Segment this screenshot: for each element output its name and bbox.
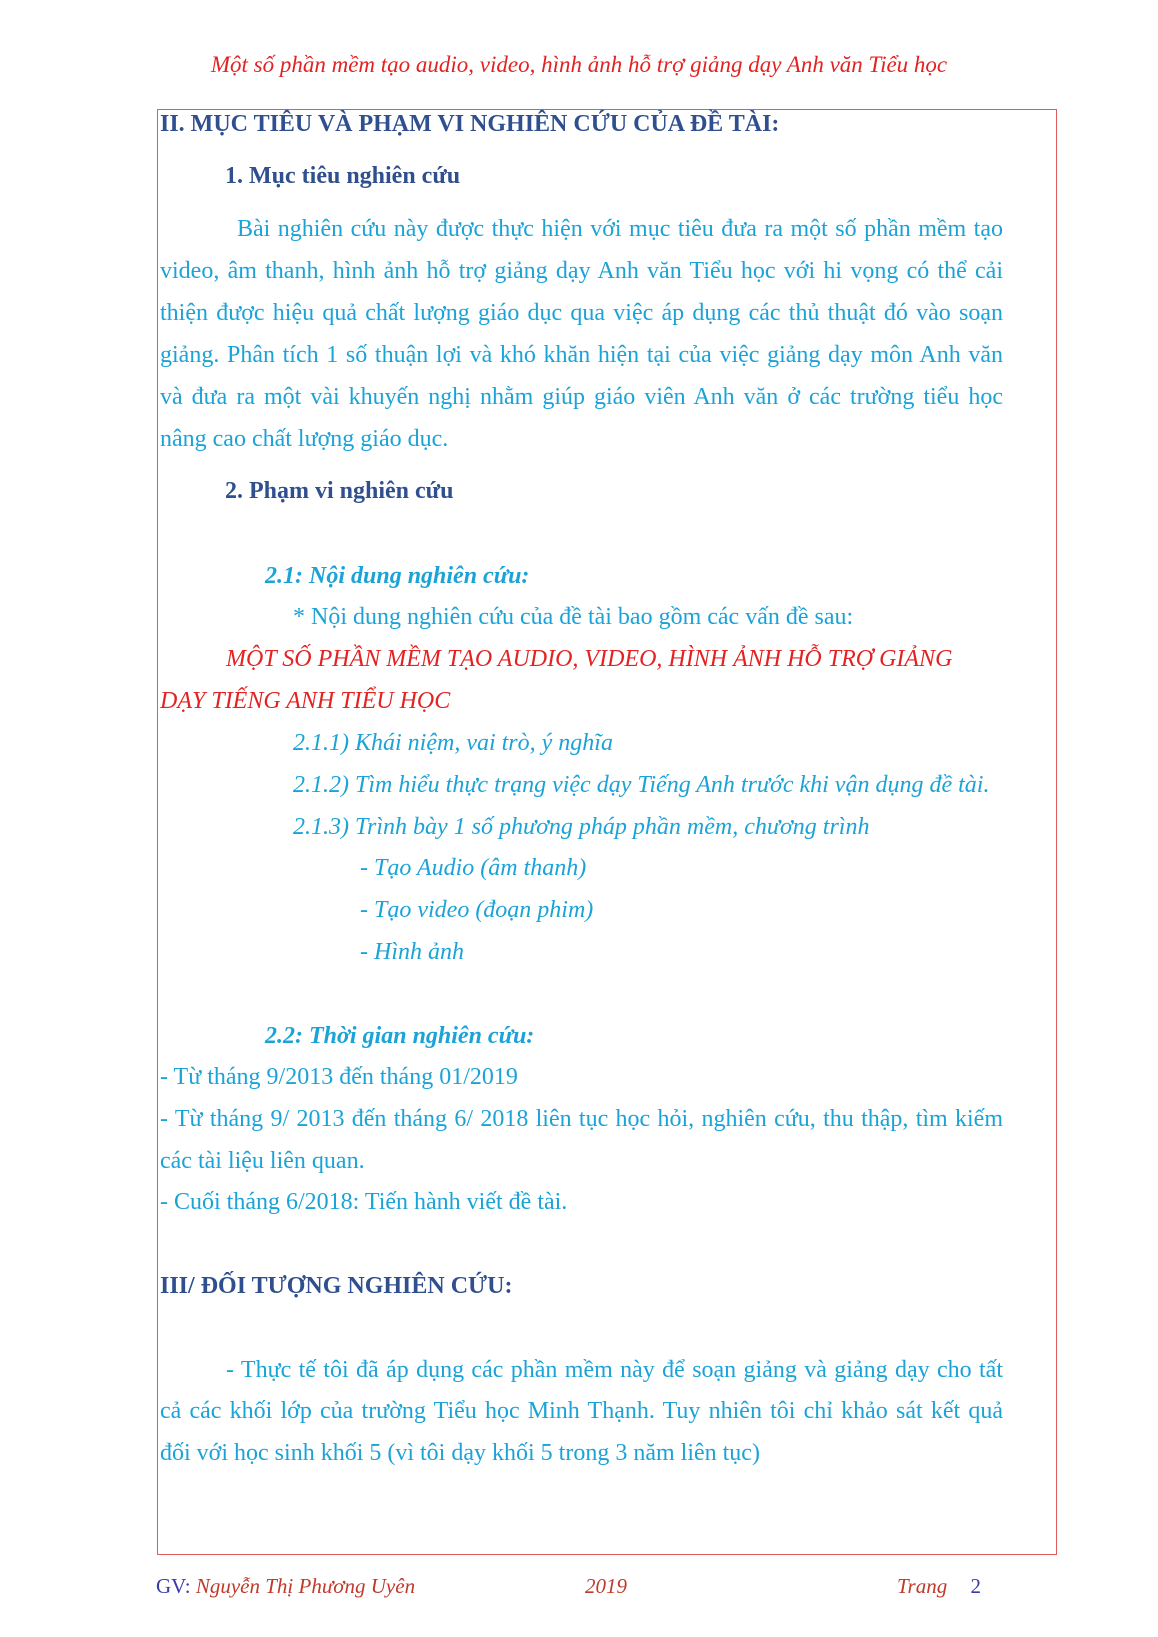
subheading-time: 2.2: Thời gian nghiên cứu:	[265, 1023, 535, 1049]
topic-title-line: DẠY TIẾNG ANH TIỂU HỌC	[160, 688, 451, 714]
time-line: - Cuối tháng 6/2018: Tiến hành viết đề tài.	[160, 1189, 568, 1215]
paragraph-line: đối với học sinh khối 5 (vì tôi dạy khối 5 trong 3 năm liên tục)	[160, 1440, 760, 1466]
paragraph-line: nâng cao chất lượng giáo dục.	[160, 426, 449, 452]
footer-page-number: 2	[970, 1574, 981, 1598]
time-line: - Từ tháng 9/ 2013 đến tháng 6/ 2018 liên tục học hỏi, nghiên cứu, thu thập, tìm kiếm	[160, 1106, 1003, 1132]
footer-gv-label: GV:	[156, 1574, 191, 1598]
paragraph-line: - Thực tế tôi đã áp dụng các phần mềm này để soạn giảng và giảng dạy cho tất	[226, 1357, 1003, 1383]
paragraph-line: thiện được hiệu quả chất lượng giáo dục qua việc áp dụng các thủ thuật đó vào soạn	[160, 300, 1003, 326]
paragraph-line: cả các khối lớp của trường Tiểu học Minh Thạnh. Tuy nhiên tôi chỉ khảo sát kết quả	[160, 1398, 1003, 1424]
content-item: 2.1.1) Khái niệm, vai trò, ý nghĩa	[293, 730, 613, 756]
topic-title-line: MỘT SỐ PHẦN MỀM TẠO AUDIO, VIDEO, HÌNH ẢNH HỖ TRỢ GIẢNG	[226, 646, 953, 672]
page-header-title: Một số phần mềm tạo audio, video, hình ảnh hỗ trợ giảng dạy Anh văn Tiểu học	[210, 52, 948, 77]
footer-author	[156, 1574, 415, 1599]
subheading-objectives: 1. Mục tiêu nghiên cứu	[225, 163, 461, 189]
footer-author-name: Nguyễn Thị Phương Uyên	[195, 1574, 416, 1598]
time-line: - Từ tháng 9/2013 đến tháng 01/2019	[160, 1064, 518, 1090]
subheading-content: 2.1: Nội dung nghiên cứu:	[265, 563, 530, 589]
time-line: các tài liệu liên quan.	[160, 1148, 365, 1174]
content-item: 2.1.2) Tìm hiểu thực trạng việc dạy Tiếng Anh trước khi vận dụng đề tài.	[293, 772, 990, 798]
content-intro: * Nội dung nghiên cứu của đề tài bao gồm các vấn đề sau:	[293, 604, 854, 630]
footer-page	[897, 1574, 981, 1599]
paragraph-line: giảng. Phân tích 1 số thuận lợi và khó khăn hiện tại của việc giảng dạy môn Anh văn	[160, 342, 1003, 368]
paragraph-line: và đưa ra một vài khuyến nghị nhằm giúp giáo viên Anh văn ở các trường tiểu học	[160, 384, 1003, 410]
content-subitem: - Tạo video (đoạn phim)	[360, 897, 594, 923]
paragraph-line: video, âm thanh, hình ảnh hỗ trợ giảng dạy Anh văn Tiểu học với hi vọng có thể cải	[160, 258, 1003, 284]
paragraph-line: Bài nghiên cứu này được thực hiện với mục tiêu đưa ra một số phần mềm tạo	[237, 216, 1003, 242]
content-item: 2.1.3) Trình bày 1 số phương pháp phần mềm, chương trình	[293, 814, 870, 840]
footer-page-label: Trang	[897, 1574, 948, 1598]
content-subitem: - Hình ảnh	[360, 939, 464, 965]
footer-year: 2019	[585, 1574, 627, 1598]
subheading-scope: 2. Phạm vi nghiên cứu	[225, 478, 454, 504]
content-subitem: - Tạo Audio (âm thanh)	[360, 855, 587, 881]
section-heading-iii: III/ ĐỐI TƯỢNG NGHIÊN CỨU:	[160, 1273, 513, 1299]
section-heading-ii: II. MỤC TIÊU VÀ PHẠM VI NGHIÊN CỨU CỦA ĐỀ TÀI:	[160, 111, 780, 137]
